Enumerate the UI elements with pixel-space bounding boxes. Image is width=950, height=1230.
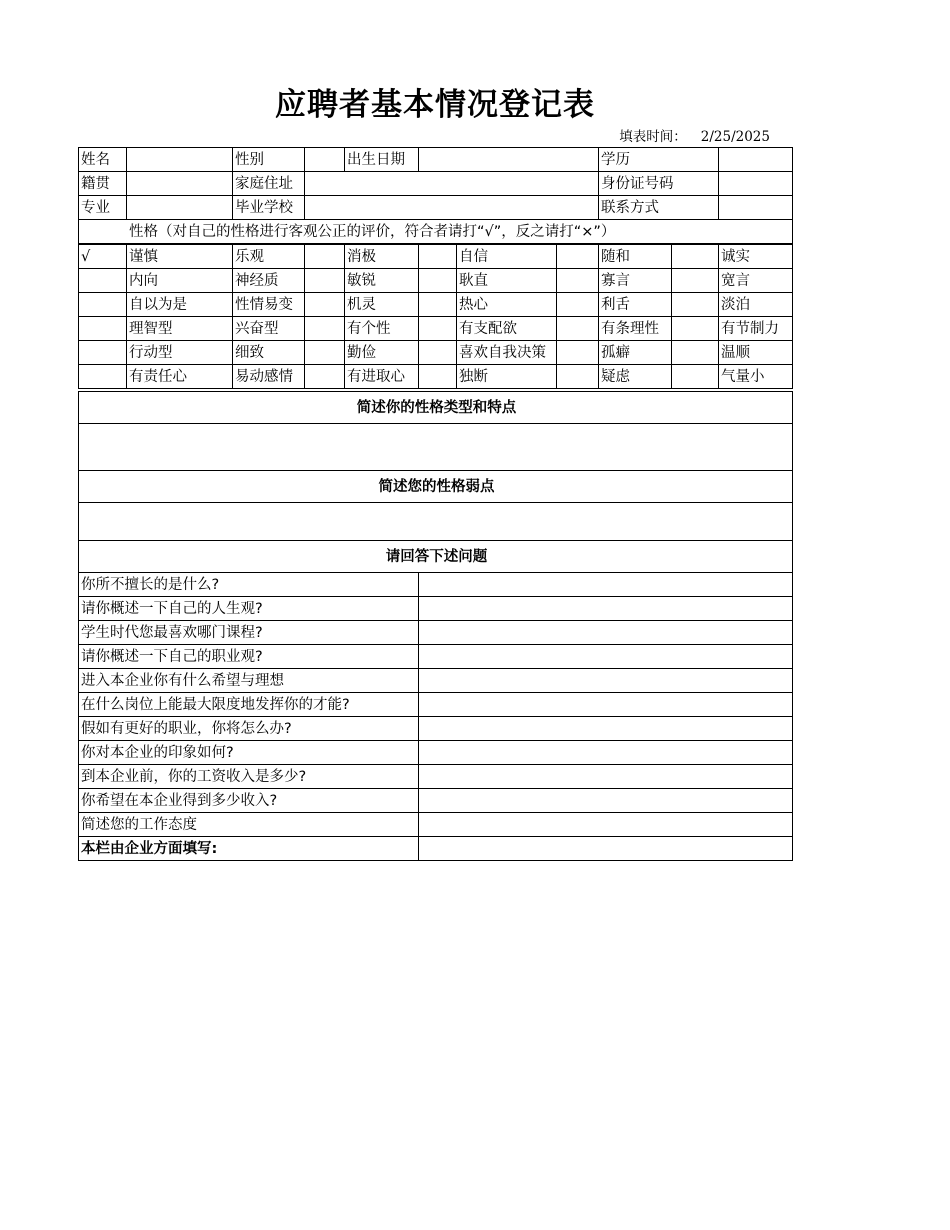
trait-check-cell[interactable] bbox=[305, 269, 345, 293]
trait-check-cell[interactable] bbox=[557, 341, 599, 365]
trait-label: 宽言 bbox=[719, 269, 793, 293]
trait-label: 敏锐 bbox=[345, 269, 419, 293]
native-label: 籍贯 bbox=[79, 172, 127, 196]
native-field[interactable] bbox=[127, 172, 233, 196]
trait-check-cell[interactable] bbox=[419, 293, 457, 317]
trait-label: 寡言 bbox=[599, 269, 672, 293]
trait-label: 行动型 bbox=[127, 341, 233, 365]
trait-label: 独断 bbox=[457, 365, 557, 389]
name-field[interactable] bbox=[127, 148, 233, 172]
trait-row bbox=[79, 317, 793, 341]
major-label: 专业 bbox=[79, 196, 127, 220]
question-answer-field[interactable] bbox=[419, 693, 793, 717]
trait-label: 谨慎 bbox=[127, 245, 233, 269]
question-text: 假如有更好的职业，你将怎么办? bbox=[79, 717, 419, 741]
trait-check-cell[interactable]: √ bbox=[79, 245, 127, 269]
trait-label: 易动感情 bbox=[233, 365, 305, 389]
birth-field[interactable] bbox=[419, 148, 599, 172]
weakness-header: 简述您的性格弱点 bbox=[79, 471, 793, 503]
birth-label: 出生日期 bbox=[345, 148, 419, 172]
trait-label: 理智型 bbox=[127, 317, 233, 341]
company-note-row bbox=[79, 837, 793, 861]
education-field[interactable] bbox=[719, 148, 793, 172]
trait-label: 随和 bbox=[599, 245, 672, 269]
form-title: 应聘者基本情况登记表 bbox=[275, 87, 595, 123]
trait-check-cell[interactable] bbox=[419, 341, 457, 365]
contact-field[interactable] bbox=[719, 196, 793, 220]
trait-label: 孤癖 bbox=[599, 341, 672, 365]
question-text: 请你概述一下自己的职业观? bbox=[79, 645, 419, 669]
question-row bbox=[79, 621, 793, 645]
question-answer-field[interactable] bbox=[419, 573, 793, 597]
weakness-answer-row bbox=[79, 503, 793, 541]
trait-label: 自信 bbox=[457, 245, 557, 269]
id-label: 身份证号码 bbox=[599, 172, 719, 196]
trait-label: 有支配欲 bbox=[457, 317, 557, 341]
question-row bbox=[79, 669, 793, 693]
type-header-row bbox=[79, 392, 793, 424]
fill-time bbox=[619, 128, 770, 146]
question-answer-field[interactable] bbox=[419, 813, 793, 837]
address-field[interactable] bbox=[305, 172, 599, 196]
question-text: 你希望在本企业得到多少收入? bbox=[79, 789, 419, 813]
trait-check-cell[interactable] bbox=[557, 365, 599, 389]
trait-label: 消极 bbox=[345, 245, 419, 269]
trait-check-cell[interactable] bbox=[672, 365, 719, 389]
question-answer-field[interactable] bbox=[419, 669, 793, 693]
basic-info-row-3 bbox=[79, 196, 793, 220]
question-row bbox=[79, 645, 793, 669]
trait-row bbox=[79, 293, 793, 317]
trait-label: 内向 bbox=[127, 269, 233, 293]
trait-check-cell[interactable] bbox=[672, 245, 719, 269]
question-row bbox=[79, 573, 793, 597]
trait-check-cell[interactable] bbox=[419, 245, 457, 269]
question-text: 简述您的工作态度 bbox=[79, 813, 419, 837]
question-text: 在什么岗位上能最大限度地发挥你的才能? bbox=[79, 693, 419, 717]
trait-label: 有个性 bbox=[345, 317, 419, 341]
question-row bbox=[79, 789, 793, 813]
trait-label: 喜欢自我决策 bbox=[457, 341, 557, 365]
question-row bbox=[79, 741, 793, 765]
trait-check-cell[interactable] bbox=[305, 341, 345, 365]
gender-label: 性别 bbox=[233, 148, 305, 172]
trait-check-cell[interactable] bbox=[79, 269, 127, 293]
trait-check-cell[interactable] bbox=[79, 293, 127, 317]
question-text: 进入本企业你有什么希望与理想 bbox=[79, 669, 419, 693]
question-row bbox=[79, 693, 793, 717]
trait-check-cell[interactable] bbox=[79, 365, 127, 389]
trait-check-cell[interactable] bbox=[557, 245, 599, 269]
trait-check-cell[interactable] bbox=[305, 365, 345, 389]
personality-instruction-row bbox=[79, 220, 793, 244]
trait-check-cell[interactable] bbox=[672, 269, 719, 293]
trait-row bbox=[79, 341, 793, 365]
trait-label: 有进取心 bbox=[345, 365, 419, 389]
school-field[interactable] bbox=[305, 196, 599, 220]
trait-label: 气量小 bbox=[719, 365, 793, 389]
trait-check-cell[interactable] bbox=[557, 317, 599, 341]
trait-label: 温顺 bbox=[719, 341, 793, 365]
name-label: 姓名 bbox=[79, 148, 127, 172]
lower-table bbox=[78, 391, 793, 861]
question-answer-field[interactable] bbox=[419, 741, 793, 765]
question-answer-field[interactable] bbox=[419, 765, 793, 789]
trait-check-cell[interactable] bbox=[419, 365, 457, 389]
question-answer-field[interactable] bbox=[419, 645, 793, 669]
basic-info-row-2 bbox=[79, 172, 793, 196]
trait-label: 勤俭 bbox=[345, 341, 419, 365]
trait-check-cell[interactable] bbox=[557, 269, 599, 293]
trait-label: 淡泊 bbox=[719, 293, 793, 317]
trait-label: 细致 bbox=[233, 341, 305, 365]
trait-label: 有条理性 bbox=[599, 317, 672, 341]
id-field[interactable] bbox=[719, 172, 793, 196]
basic-info-row-1 bbox=[79, 148, 793, 172]
trait-label: 热心 bbox=[457, 293, 557, 317]
trait-row bbox=[79, 245, 793, 269]
questions-header: 请回答下述问题 bbox=[79, 541, 793, 573]
question-answer-field[interactable] bbox=[419, 621, 793, 645]
weakness-header-row bbox=[79, 471, 793, 503]
trait-label: 神经质 bbox=[233, 269, 305, 293]
type-answer-field[interactable] bbox=[79, 424, 793, 471]
address-label: 家庭住址 bbox=[233, 172, 305, 196]
trait-check-cell[interactable] bbox=[79, 341, 127, 365]
trait-label: 性情易变 bbox=[233, 293, 305, 317]
question-row bbox=[79, 765, 793, 789]
question-answer-field[interactable] bbox=[419, 789, 793, 813]
question-answer-field[interactable] bbox=[419, 597, 793, 621]
trait-check-cell[interactable] bbox=[79, 317, 127, 341]
question-text: 请你概述一下自己的人生观? bbox=[79, 597, 419, 621]
trait-label: 有责任心 bbox=[127, 365, 233, 389]
trait-check-cell[interactable] bbox=[672, 293, 719, 317]
form-table bbox=[78, 147, 793, 244]
trait-row bbox=[79, 365, 793, 389]
major-field[interactable] bbox=[127, 196, 233, 220]
trait-check-cell[interactable] bbox=[419, 269, 457, 293]
trait-check-cell[interactable] bbox=[305, 317, 345, 341]
trait-check-cell[interactable] bbox=[557, 293, 599, 317]
trait-label: 兴奋型 bbox=[233, 317, 305, 341]
type-answer-row bbox=[79, 424, 793, 471]
question-row bbox=[79, 597, 793, 621]
school-label: 毕业学校 bbox=[233, 196, 305, 220]
question-row bbox=[79, 813, 793, 837]
trait-label: 有节制力 bbox=[719, 317, 793, 341]
weakness-answer-field[interactable] bbox=[79, 503, 793, 541]
trait-check-cell[interactable] bbox=[305, 245, 345, 269]
gender-field[interactable] bbox=[305, 148, 345, 172]
trait-check-cell[interactable] bbox=[305, 293, 345, 317]
trait-label: 诚实 bbox=[719, 245, 793, 269]
trait-row bbox=[79, 269, 793, 293]
education-label: 学历 bbox=[599, 148, 719, 172]
questions-header-row bbox=[79, 541, 793, 573]
fill-time-value: 2/25/2025 bbox=[700, 129, 770, 145]
question-text: 你所不擅长的是什么? bbox=[79, 573, 419, 597]
question-text: 学生时代您最喜欢哪门课程? bbox=[79, 621, 419, 645]
trait-check-cell[interactable] bbox=[419, 317, 457, 341]
trait-label: 利舌 bbox=[599, 293, 672, 317]
trait-label: 乐观 bbox=[233, 245, 305, 269]
question-answer-field[interactable] bbox=[419, 717, 793, 741]
trait-check-cell[interactable] bbox=[672, 317, 719, 341]
question-row bbox=[79, 717, 793, 741]
question-text: 你对本企业的印象如何? bbox=[79, 741, 419, 765]
company-note-label: 本栏由企业方面填写: bbox=[79, 837, 419, 861]
trait-label: 疑虑 bbox=[599, 365, 672, 389]
trait-check-cell[interactable] bbox=[672, 341, 719, 365]
question-text: 到本企业前，你的工资收入是多少? bbox=[79, 765, 419, 789]
trait-label: 自以为是 bbox=[127, 293, 233, 317]
type-header: 简述你的性格类型和特点 bbox=[79, 392, 793, 424]
trait-label: 机灵 bbox=[345, 293, 419, 317]
trait-grid bbox=[78, 244, 793, 389]
contact-label: 联系方式 bbox=[599, 196, 719, 220]
fill-time-label: 填表时间： bbox=[619, 129, 687, 145]
personality-instruction: 性格（对自己的性格进行客观公正的评价，符合者请打“√”，反之请打“×”） bbox=[79, 220, 793, 244]
company-note-field[interactable] bbox=[419, 837, 793, 861]
trait-label: 耿直 bbox=[457, 269, 557, 293]
